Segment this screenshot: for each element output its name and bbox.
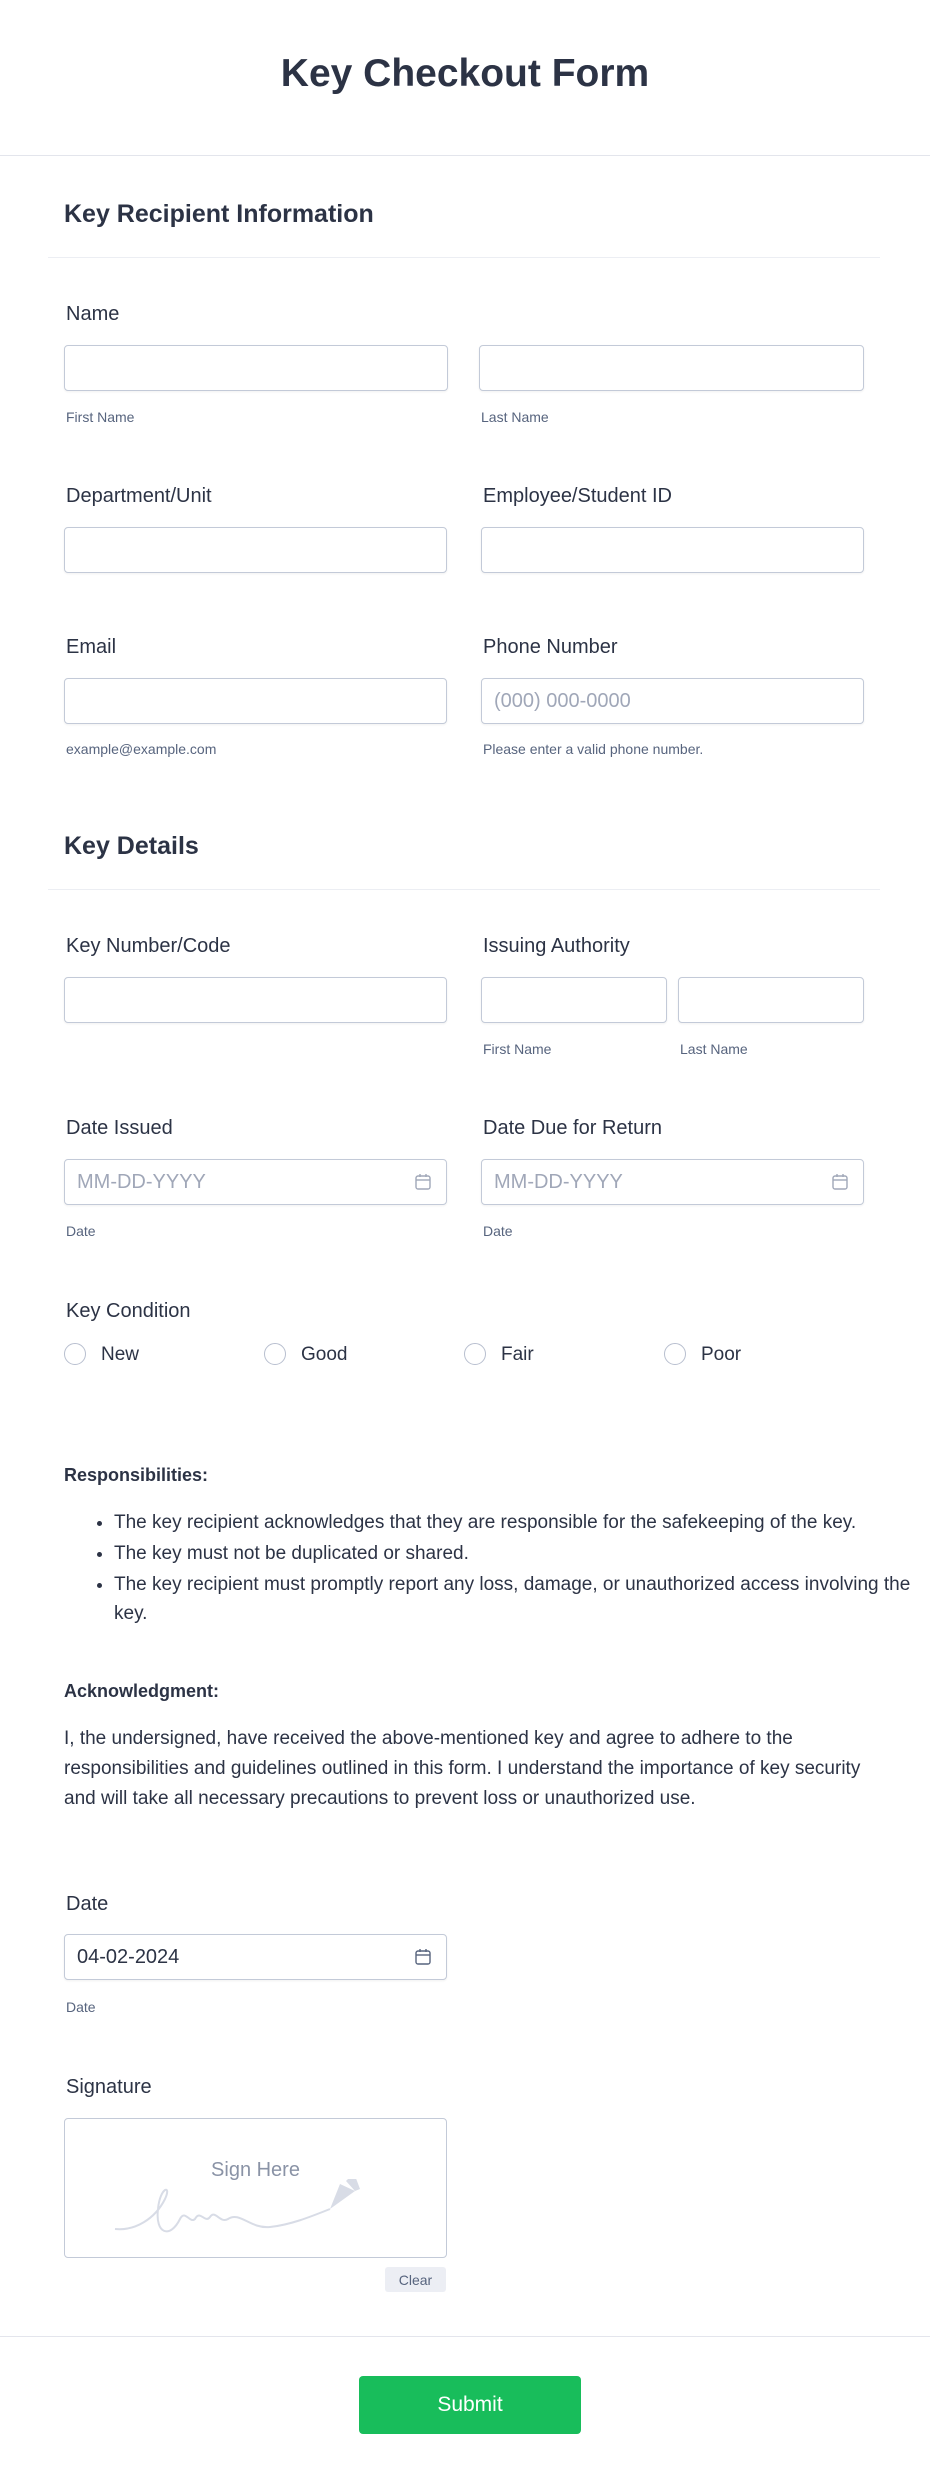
radio-good[interactable] — [264, 1343, 286, 1365]
employee-id-label: Employee/Student ID — [483, 485, 672, 507]
radio-label-fair[interactable]: Fair — [501, 1344, 534, 1365]
responsibility-item: • The key must not be duplicated or shared. — [114, 1539, 924, 1568]
radio-new[interactable] — [64, 1343, 86, 1365]
date-issued-label: Date Issued — [66, 1117, 173, 1139]
issuing-first-sublabel: First Name — [483, 1041, 552, 1057]
clear-signature-button[interactable]: Clear — [385, 2267, 446, 2292]
name-label: Name — [66, 303, 120, 325]
issuing-last-sublabel: Last Name — [680, 1041, 748, 1057]
radio-label-poor[interactable]: Poor — [701, 1344, 742, 1365]
email-sublabel: example@example.com — [66, 741, 217, 757]
key-condition-label: Key Condition — [66, 1300, 191, 1322]
last-name-input[interactable] — [479, 345, 864, 391]
date-due-label: Date Due for Return — [483, 1117, 662, 1139]
sign-here-placeholder: Sign Here — [211, 2159, 300, 2181]
email-label: Email — [66, 636, 117, 658]
date-due-sublabel: Date — [483, 1223, 513, 1239]
issuing-authority-label: Issuing Authority — [483, 935, 630, 957]
calendar-icon[interactable] — [414, 1948, 432, 1966]
radio-fair[interactable] — [464, 1343, 486, 1365]
calendar-icon[interactable] — [831, 1173, 849, 1191]
acknowledgment-text: I, the undersigned, have received the above-mentioned key and agree to adhere to the responsibilities and guidelines outlined in this form. I understand the importance of key security and will take all necessary precautions to prevent loss or unauthorized use. — [64, 1728, 861, 1809]
department-label: Department/Unit — [66, 485, 212, 507]
employee-id-input[interactable] — [481, 527, 864, 573]
section-heading-key-details: Key Details — [64, 832, 199, 860]
date-label: Date — [66, 1893, 109, 1915]
phone-label: Phone Number — [483, 636, 618, 658]
email-input[interactable] — [64, 678, 447, 724]
date-issued-sublabel: Date — [66, 1223, 96, 1239]
date-input[interactable] — [64, 1934, 447, 1980]
key-number-label: Key Number/Code — [66, 935, 231, 957]
form-title: Key Checkout Form — [280, 52, 650, 95]
responsibilities-heading: Responsibilities: — [64, 1465, 209, 1485]
date-issued-placeholder: MM-DD-YYYY — [77, 1170, 206, 1193]
date-due-placeholder: MM-DD-YYYY — [494, 1170, 623, 1193]
signature-pen-icon — [110, 2179, 410, 2249]
section-divider — [48, 889, 880, 890]
date-issued-input[interactable] — [64, 1159, 447, 1205]
date-sublabel: Date — [66, 1999, 96, 2015]
phone-sublabel: Please enter a valid phone number. — [483, 741, 704, 757]
section-heading-recipient: Key Recipient Information — [64, 200, 374, 228]
radio-label-new[interactable]: New — [101, 1344, 140, 1365]
section-divider — [48, 257, 880, 258]
footer-divider — [0, 2336, 930, 2337]
phone-input[interactable] — [481, 678, 864, 724]
first-name-input[interactable] — [64, 345, 448, 391]
header-divider — [0, 155, 930, 156]
calendar-icon[interactable] — [414, 1173, 432, 1191]
key-number-input[interactable] — [64, 977, 447, 1023]
signature-pad[interactable] — [64, 2118, 447, 2258]
acknowledgment-heading: Acknowledgment: — [64, 1681, 220, 1701]
radio-label-good[interactable]: Good — [301, 1344, 348, 1365]
last-name-sublabel: Last Name — [481, 409, 549, 425]
responsibility-item: • The key recipient acknowledges that they are responsible for the safekeeping of the key. — [114, 1508, 924, 1537]
responsibility-item: • The key recipient must promptly report any loss, damage, or unauthorized access involving the key. — [114, 1570, 924, 1628]
issuing-first-name-input[interactable] — [481, 977, 667, 1023]
date-due-input[interactable] — [481, 1159, 864, 1205]
issuing-last-name-input[interactable] — [678, 977, 864, 1023]
first-name-sublabel: First Name — [66, 409, 135, 425]
signature-label: Signature — [66, 2076, 152, 2098]
responsibilities-list — [64, 1508, 924, 1630]
phone-placeholder: (000) 000-0000 — [494, 689, 631, 712]
radio-poor[interactable] — [664, 1343, 686, 1365]
submit-button[interactable]: Submit — [359, 2376, 581, 2434]
department-input[interactable] — [64, 527, 447, 573]
date-value: 04-02-2024 — [77, 1945, 180, 1968]
